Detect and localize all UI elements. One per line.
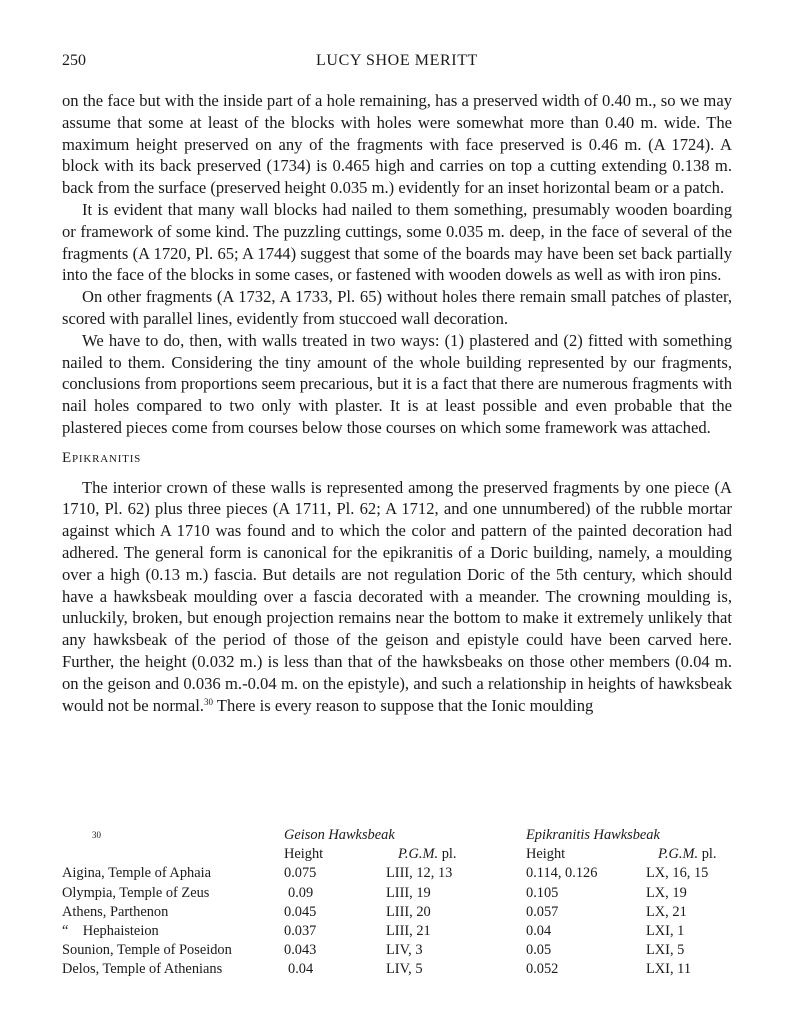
epikranitis-plate: LX, 19 xyxy=(646,884,687,901)
epikranitis-height: 0.057 xyxy=(526,903,559,920)
epikranitis-height: 0.114, 0.126 xyxy=(526,865,598,882)
geison-height: 0.045 xyxy=(284,903,317,920)
epikranitis-plate: LXI, 5 xyxy=(646,942,685,959)
geison-height: 0.09 xyxy=(288,884,314,901)
site: Aigina, Temple of Aphaia xyxy=(62,865,211,882)
footnote-reference[interactable]: 30 xyxy=(203,696,213,707)
geison-plate: LIII, 12, 13 xyxy=(386,865,453,882)
body-text xyxy=(62,90,732,716)
hawksbeak-table xyxy=(62,826,742,980)
paragraph-continued: on the face but with the inside part of a hole remaining, has a preserved width of 0.40 m., so we may assume that some at least of the blocks with holes were somewhat more than 0.40 m. wide. The maximum height preserved on any of the fragments with face preserved is 0.46 m. (A 1724). A block with its back preserved (1734) is 0.465 high and carries on top a cutting extending 0.138 m. back from the surface (preserved height 0.035 m.) evidently for an inset horizontal beam or a patch. xyxy=(62,91,732,198)
table-group-header xyxy=(62,826,742,845)
table-column-header xyxy=(62,845,742,864)
paragraph: On other fragments (A 1732, A 1733, Pl. 65) without holes there remain small patches of plaster, scored with parallel lines, evidently from stuccoed wall decoration. xyxy=(62,287,732,328)
footnote-30 xyxy=(62,826,742,980)
site: Olympia, Temple of Zeus xyxy=(62,884,210,901)
page-header xyxy=(62,52,732,78)
geison-plate: LIII, 19 xyxy=(386,884,431,901)
geison-plate: LIII, 21 xyxy=(386,923,431,940)
geison-height: 0.043 xyxy=(284,942,317,959)
epikranitis-plate: LX, 16, 15 xyxy=(646,865,709,882)
site: Sounion, Temple of Poseidon xyxy=(62,942,232,959)
table-row xyxy=(62,960,742,979)
table-row xyxy=(62,903,742,922)
site: “ Hephaisteion xyxy=(62,923,159,940)
col-pgm-pl: P.G.M. pl. xyxy=(398,846,457,863)
col-height: Height xyxy=(284,846,324,863)
table-row xyxy=(62,941,742,960)
group-epikranitis-hawksbeak: Epikranitis Hawksbeak xyxy=(526,827,660,843)
site: Delos, Temple of Athenians xyxy=(62,961,223,978)
geison-plate: LIV, 5 xyxy=(386,961,423,978)
epikranitis-height: 0.05 xyxy=(526,942,552,959)
section-title xyxy=(62,448,732,470)
page-number: 250 xyxy=(62,52,86,69)
paragraph: It is evident that many wall blocks had nailed to them something, presumably wooden boarding or framework of some kind. The puzzling cuttings, some 0.035 m. deep, in the face of several of the fragments (A 1720, Pl. 65; A 1744) suggest that some of the boards may have been set back partially into the face of the blocks in some cases, or fastened with wooden dowels as well as with iron pins. xyxy=(62,199,732,285)
footnote-mark: 30 xyxy=(92,830,101,840)
geison-height: 0.04 xyxy=(288,961,314,978)
epikranitis-height: 0.052 xyxy=(526,961,559,978)
epikranitis-height: 0.105 xyxy=(526,884,559,901)
geison-height: 0.075 xyxy=(284,865,317,882)
paragraph-text-tail: There is every reason to suppose that the Ionic moulding xyxy=(212,695,594,715)
epikranitis-plate: LXI, 1 xyxy=(646,923,685,940)
geison-plate: LIV, 3 xyxy=(386,942,423,959)
table-row xyxy=(62,884,742,903)
epikranitis-height: 0.04 xyxy=(526,923,552,940)
paragraph-epikranitis xyxy=(62,477,732,717)
paragraph-text: The interior crown of these walls is represented among the preserved fragments by one piece (A 1710, Pl. 62) plus three pieces (A 1711, Pl. 62; A 1712, and one unnumbered) of the rubble mortar against which A 1710 was found and to which the color and pattern of the painted decoration had adhered. The general form is canonical for the epikranitis of a Doric building, namely, a moulding over a high (0.13 m.) fascia. But details are not regulation Doric of the 5th century, which should have a hawksbeak moulding over a fascia decorated with a meander. The crowning moulding is, unluckily, broken, but enough projection remains near the bottom to make it extremely unlikely that any hawksbeak of the period of those of the geison and epistyle could have been carved here. Further, the height (0.032 m.) is less than that of the hawksbeaks on those other members (0.04 m. on the geison and 0.036 m.-0.04 m. on the epistyle), and such a relationship in heights of hawksbeak would not be normal. xyxy=(62,477,732,715)
group-geison-hawksbeak: Geison Hawksbeak xyxy=(284,827,395,843)
section-title-text: Epikranitis xyxy=(62,449,142,466)
col-pgm-pl: P.G.M. pl. xyxy=(658,846,717,863)
page xyxy=(62,52,732,716)
geison-plate: LIII, 20 xyxy=(386,903,431,920)
epikranitis-plate: LX, 21 xyxy=(646,903,687,920)
table-row xyxy=(62,922,742,941)
site: Athens, Parthenon xyxy=(62,903,169,920)
paragraph: We have to do, then, with walls treated in two ways: (1) plastered and (2) fitted with something nailed to them. Considering the tiny amount of the whole building represented by our fragments, conclusions from proportions seem precarious, but it is a fact that there are numerous fragments with nail holes compared to two only with plaster. It is at least possible and even probable that the plastered pieces come from courses below those courses on which some framework was attached. xyxy=(62,330,733,437)
running-title: LUCY SHOE MERITT xyxy=(316,52,478,69)
epikranitis-plate: LXI, 11 xyxy=(646,961,692,978)
geison-height: 0.037 xyxy=(284,923,317,940)
col-height: Height xyxy=(526,846,566,863)
table-row xyxy=(62,864,742,883)
